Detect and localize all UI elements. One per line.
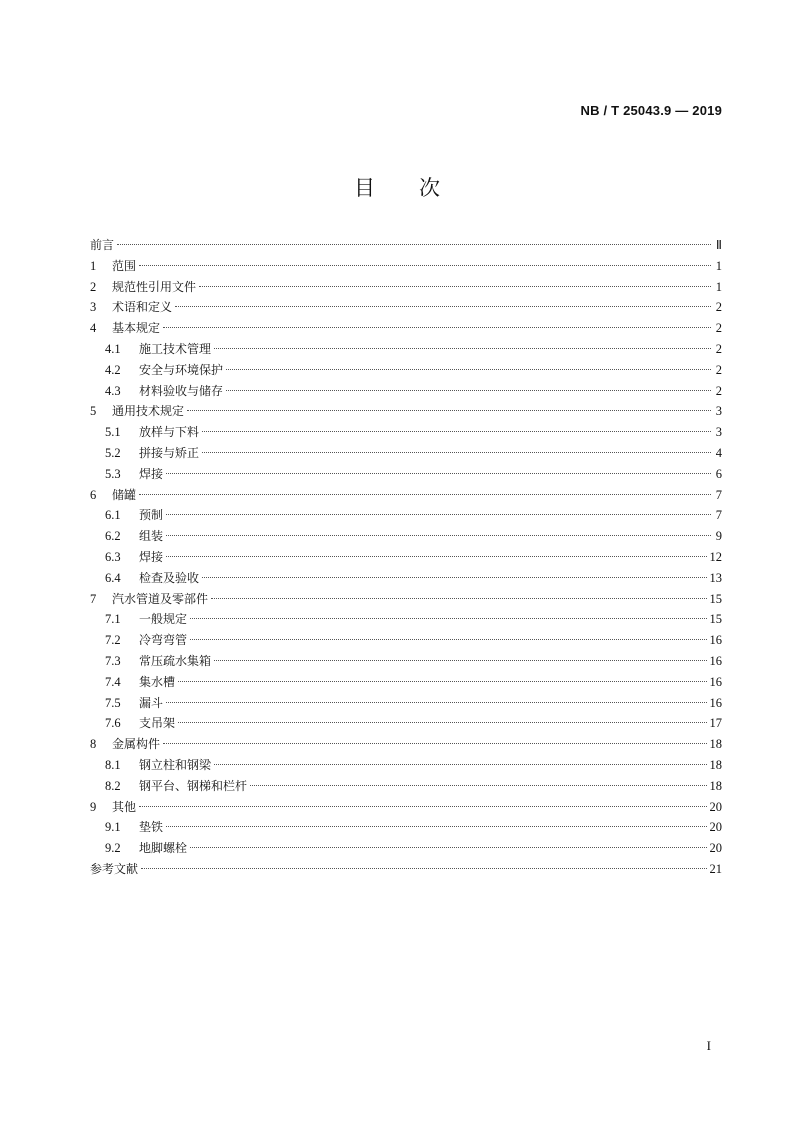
toc-entry-label: 参考文献 bbox=[90, 861, 139, 876]
toc-entry-page: 9 bbox=[715, 529, 722, 544]
toc-entry-page: 16 bbox=[709, 695, 722, 710]
toc-entry-page: 18 bbox=[709, 737, 722, 752]
toc-entry-page: 2 bbox=[715, 321, 722, 336]
toc-leader-dots bbox=[166, 826, 706, 827]
toc-entry-label: 一般规定 bbox=[139, 612, 188, 627]
toc-leader-dots bbox=[163, 743, 706, 744]
toc-entry[interactable] bbox=[90, 672, 722, 693]
toc-entry-label: 预制 bbox=[139, 508, 164, 523]
toc-entry[interactable] bbox=[90, 318, 722, 339]
toc-entry-label: 钢平台、钢梯和栏杆 bbox=[139, 778, 248, 793]
toc-entry-label: 施工技术管理 bbox=[139, 341, 212, 356]
toc-entry[interactable] bbox=[90, 401, 722, 422]
toc-entry[interactable] bbox=[90, 235, 722, 256]
toc-leader-dots bbox=[214, 348, 711, 349]
toc-entry-page: 2 bbox=[715, 383, 722, 398]
toc-entry-page: 20 bbox=[709, 820, 722, 835]
toc-leader-dots bbox=[178, 681, 706, 682]
toc-entry[interactable] bbox=[90, 776, 722, 797]
toc-entry-number: 4 bbox=[90, 321, 97, 336]
toc-entry-label: 支吊架 bbox=[139, 716, 176, 731]
toc-entry-page: 2 bbox=[715, 362, 722, 377]
toc-entry-number: 4.1 bbox=[105, 341, 121, 356]
toc-leader-dots bbox=[202, 452, 711, 453]
toc-entry-number: 8 bbox=[90, 737, 97, 752]
toc-entry-label: 规范性引用文件 bbox=[112, 279, 197, 294]
toc-entry-label: 汽水管道及零部件 bbox=[112, 591, 209, 606]
toc-entry-label: 前言 bbox=[90, 238, 115, 252]
toc-leader-dots bbox=[139, 265, 711, 266]
toc-entry[interactable] bbox=[90, 256, 722, 277]
toc-leader-dots bbox=[226, 390, 711, 391]
toc-entry[interactable] bbox=[90, 277, 722, 298]
toc-leader-dots bbox=[190, 618, 706, 619]
toc-entry-page: 18 bbox=[709, 778, 722, 793]
toc-entry-number: 7.4 bbox=[105, 674, 121, 689]
toc-entry-number: 6.3 bbox=[105, 549, 121, 564]
toc-leader-dots bbox=[166, 535, 711, 536]
toc-entry-label: 材料验收与储存 bbox=[139, 383, 224, 398]
toc-entry-page: 2 bbox=[715, 300, 722, 315]
toc-entry-number: 6.2 bbox=[105, 529, 121, 544]
toc-entry-page: 3 bbox=[715, 425, 722, 440]
toc-entry[interactable] bbox=[90, 485, 722, 506]
toc-entry-label: 基本规定 bbox=[112, 321, 161, 336]
toc-entry-number: 6.4 bbox=[105, 570, 121, 585]
toc-entry-page: 6 bbox=[715, 466, 722, 481]
toc-entry-number: 4.3 bbox=[105, 383, 121, 398]
toc-entry-page: Ⅱ bbox=[715, 238, 722, 252]
toc-entry-page: 16 bbox=[709, 633, 722, 648]
toc-entry[interactable] bbox=[90, 755, 722, 776]
toc-entry-page: 21 bbox=[709, 861, 722, 876]
toc-entry-label: 其他 bbox=[112, 799, 137, 814]
toc-entry[interactable] bbox=[90, 734, 722, 755]
toc-entry-label: 常压疏水集箱 bbox=[139, 653, 212, 668]
toc-entry-label: 检查及验收 bbox=[139, 570, 200, 585]
toc-entry-page: 4 bbox=[715, 445, 722, 460]
toc-leader-dots bbox=[166, 473, 711, 474]
toc-leader-dots bbox=[211, 598, 706, 599]
standard-code: NB / T 25043.9 — 2019 bbox=[580, 103, 722, 118]
toc-entry-page: 2 bbox=[715, 341, 722, 356]
table-of-contents bbox=[90, 235, 722, 880]
toc-entry[interactable] bbox=[90, 568, 722, 589]
toc-entry-label: 钢立柱和钢梁 bbox=[139, 757, 212, 772]
toc-entry-page: 15 bbox=[709, 612, 722, 627]
toc-entry-label: 放样与下料 bbox=[139, 425, 200, 440]
toc-entry-page: 15 bbox=[709, 591, 722, 606]
toc-entry-page: 1 bbox=[715, 279, 722, 294]
toc-leader-dots bbox=[226, 369, 711, 370]
toc-entry-page: 7 bbox=[715, 508, 722, 523]
toc-entry-number: 9.2 bbox=[105, 841, 121, 856]
toc-entry[interactable] bbox=[90, 360, 722, 381]
toc-entry[interactable] bbox=[90, 797, 722, 818]
toc-leader-dots bbox=[190, 847, 706, 848]
toc-entry-label: 储罐 bbox=[112, 487, 137, 502]
toc-leader-dots bbox=[202, 431, 711, 432]
toc-entry[interactable] bbox=[90, 817, 722, 838]
toc-entry[interactable] bbox=[90, 297, 722, 318]
toc-entry[interactable] bbox=[90, 859, 722, 880]
toc-entry-label: 集水槽 bbox=[139, 674, 176, 689]
toc-entry-number: 8.2 bbox=[105, 778, 121, 793]
toc-entry-label: 焊接 bbox=[139, 466, 164, 481]
toc-entry-page: 16 bbox=[709, 653, 722, 668]
toc-leader-dots bbox=[166, 702, 706, 703]
toc-entry-label: 通用技术规定 bbox=[112, 404, 185, 419]
toc-entry-label: 金属构件 bbox=[112, 737, 161, 752]
toc-entry-page: 7 bbox=[715, 487, 722, 502]
toc-entry-page: 13 bbox=[709, 570, 722, 585]
toc-entry[interactable] bbox=[90, 381, 722, 402]
toc-leader-dots bbox=[190, 639, 706, 640]
toc-leader-dots bbox=[117, 244, 711, 245]
toc-entry-number: 4.2 bbox=[105, 362, 121, 377]
toc-entry[interactable] bbox=[90, 713, 722, 734]
toc-entry-number: 7.1 bbox=[105, 612, 121, 627]
toc-entry-label: 漏斗 bbox=[139, 695, 164, 710]
toc-entry-label: 安全与环境保护 bbox=[139, 362, 224, 377]
toc-entry-label: 冷弯弯管 bbox=[139, 633, 188, 648]
toc-leader-dots bbox=[214, 764, 706, 765]
toc-entry-label: 拼接与矫正 bbox=[139, 445, 200, 460]
toc-leader-dots bbox=[202, 577, 706, 578]
toc-leader-dots bbox=[187, 410, 711, 411]
toc-leader-dots bbox=[166, 556, 706, 557]
toc-leader-dots bbox=[141, 868, 706, 869]
toc-leader-dots bbox=[139, 494, 711, 495]
page-title: 目次 bbox=[354, 176, 484, 200]
toc-entry-page: 17 bbox=[709, 716, 722, 731]
toc-leader-dots bbox=[214, 660, 706, 661]
toc-entry-number: 7.3 bbox=[105, 653, 121, 668]
toc-entry[interactable] bbox=[90, 651, 722, 672]
toc-leader-dots bbox=[139, 806, 706, 807]
toc-entry-page: 12 bbox=[709, 549, 722, 564]
toc-entry[interactable] bbox=[90, 589, 722, 610]
toc-entry-page: 20 bbox=[709, 799, 722, 814]
toc-entry-page: 3 bbox=[715, 404, 722, 419]
toc-leader-dots bbox=[199, 286, 711, 287]
toc-entry-number: 9 bbox=[90, 799, 97, 814]
page-number: I bbox=[706, 1038, 711, 1053]
toc-entry-label: 地脚螺栓 bbox=[139, 841, 188, 856]
toc-entry-number: 5.3 bbox=[105, 466, 121, 481]
toc-entry[interactable] bbox=[90, 422, 722, 443]
toc-entry[interactable] bbox=[90, 339, 722, 360]
toc-entry-label: 垫铁 bbox=[139, 820, 164, 835]
toc-entry[interactable] bbox=[90, 443, 722, 464]
toc-entry-label: 术语和定义 bbox=[112, 300, 173, 315]
toc-entry-number: 6.1 bbox=[105, 508, 121, 523]
toc-entry-number: 3 bbox=[90, 300, 97, 315]
toc-entry-number: 6 bbox=[90, 487, 97, 502]
toc-entry-page: 18 bbox=[709, 757, 722, 772]
toc-entry-label: 范围 bbox=[112, 258, 137, 273]
toc-entry[interactable] bbox=[90, 526, 722, 547]
toc-leader-dots bbox=[178, 722, 706, 723]
toc-leader-dots bbox=[163, 327, 711, 328]
toc-entry[interactable] bbox=[90, 693, 722, 714]
toc-entry-page: 16 bbox=[709, 674, 722, 689]
toc-entry[interactable] bbox=[90, 547, 722, 568]
toc-entry[interactable] bbox=[90, 464, 722, 485]
toc-entry[interactable] bbox=[90, 609, 722, 630]
toc-entry[interactable] bbox=[90, 838, 722, 859]
toc-entry-page: 20 bbox=[709, 841, 722, 856]
toc-entry-number: 7 bbox=[90, 591, 97, 606]
toc-entry-label: 组装 bbox=[139, 529, 164, 544]
toc-entry-number: 5.1 bbox=[105, 425, 121, 440]
toc-entry-label: 焊接 bbox=[139, 549, 164, 564]
toc-entry-number: 5.2 bbox=[105, 445, 121, 460]
toc-entry[interactable] bbox=[90, 630, 722, 651]
toc-entry-number: 9.1 bbox=[105, 820, 121, 835]
toc-entry-number: 1 bbox=[90, 258, 97, 273]
toc-entry[interactable] bbox=[90, 505, 722, 526]
toc-leader-dots bbox=[175, 306, 711, 307]
toc-leader-dots bbox=[166, 514, 711, 515]
toc-entry-number: 7.6 bbox=[105, 716, 121, 731]
toc-entry-page: 1 bbox=[715, 258, 722, 273]
toc-entry-number: 5 bbox=[90, 404, 97, 419]
toc-entry-number: 7.5 bbox=[105, 695, 121, 710]
toc-entry-number: 7.2 bbox=[105, 633, 121, 648]
toc-leader-dots bbox=[250, 785, 706, 786]
toc-entry-number: 2 bbox=[90, 279, 97, 294]
toc-entry-number: 8.1 bbox=[105, 757, 121, 772]
